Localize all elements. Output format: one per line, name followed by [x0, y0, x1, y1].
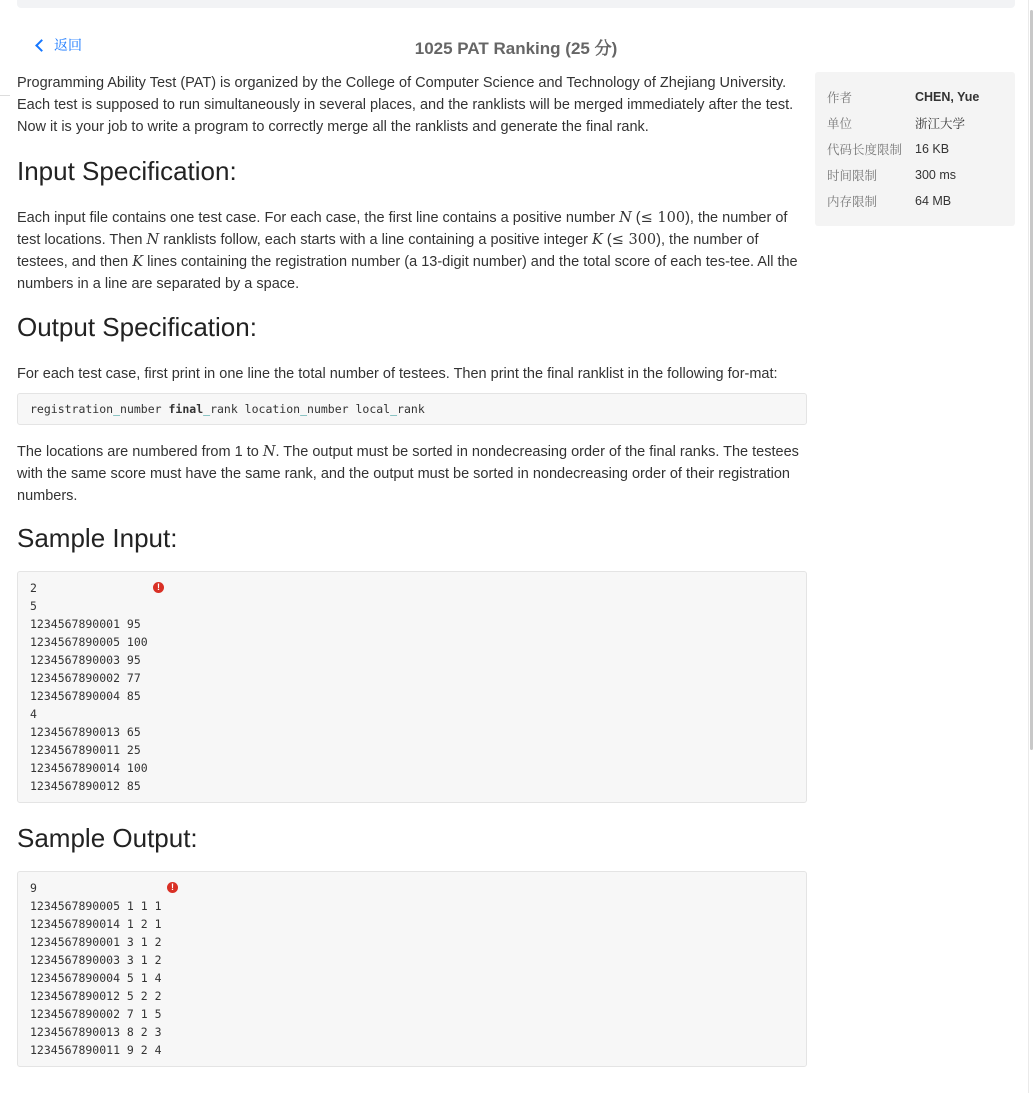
top-bar	[17, 0, 1015, 8]
code-line: 1234567890011 25	[30, 743, 141, 757]
back-label: 返回	[54, 37, 82, 53]
scrollbar-thumb[interactable]	[1030, 10, 1033, 750]
header	[17, 30, 1015, 60]
info-row-code-limit: 代码长度限制 16 KB	[827, 142, 950, 157]
code-line: 1234567890014 1 2 1	[30, 917, 162, 931]
format-code-block: registration_number final_rank location_number local_rank	[17, 393, 807, 425]
code-line: 1234567890013 8 2 3	[30, 1025, 162, 1039]
code-line: 1234567890014 100	[30, 761, 148, 775]
input-spec-text: Each input file contains one test case. For each case, the first line contains a positive number N (≤ 100), the number of test locations. Then N ranklists follow, each starts with a line containing a positive integer K (≤ 300), the number of testees, and then K lines containing the registration number (a 13-digit number) and the total score of each tes-tee. All the numbers in a line are separated by a space.	[17, 210, 798, 292]
info-row-unit: 单位 浙江大学	[827, 110, 1003, 136]
problem-info-panel	[815, 72, 1015, 226]
info-row-author: 作者 CHEN, Yue	[827, 90, 980, 105]
page-title: 1025 PAT Ranking (25 分)	[414, 39, 618, 58]
problem-intro: Programming Ability Test (PAT) is organized by the College of Computer Science and Technology of Zhejiang University. Each test is supposed to run simultaneously in several places, and the ranklists will be merged immediately after the test. Now it is your job to write a program to correctly merge all the ranklists and generate the final rank.	[17, 75, 794, 135]
sample-input-block	[17, 571, 807, 803]
output-spec-heading: Output Specification:	[17, 312, 257, 342]
code-line: 1234567890003 3 1 2	[30, 953, 162, 967]
mem-limit-value: 64 MB	[915, 194, 952, 208]
time-limit-value: 300 ms	[915, 168, 956, 182]
code-line: 1234567890012 5 2 2	[30, 989, 162, 1003]
output-spec-text: For each test case, first print in one line the total number of testees. Then print the final ranklist in the following for-mat:	[17, 366, 778, 382]
code-line: 2	[30, 581, 37, 595]
code-line: 1234567890001 95	[30, 617, 141, 631]
info-row-time-limit: 时间限制 300 ms	[827, 168, 956, 183]
code-line: 5	[30, 599, 37, 613]
error-icon[interactable]: !	[153, 582, 164, 593]
code-line: 1234567890004 85	[30, 689, 141, 703]
input-spec-heading: Input Specification:	[17, 156, 237, 186]
code-line: 1234567890001 3 1 2	[30, 935, 162, 949]
divider	[0, 95, 10, 96]
code-line: 1234567890011 9 2 4	[30, 1043, 162, 1057]
locations-text: The locations are numbered from 1 to N. The output must be sorted in nondecreasing order of the final ranks. The testees with the same score must have the same rank, and the output must be sorted in nondecreasing order of their registration numbers.	[17, 444, 799, 504]
code-line: 1234567890002 7 1 5	[30, 1007, 162, 1021]
code-line: 9	[30, 881, 37, 895]
code-line: 1234567890003 95	[30, 653, 141, 667]
code-line: 1234567890005 100	[30, 635, 148, 649]
scrollbar[interactable]	[1028, 0, 1034, 1093]
code-line: 1234567890012 85	[30, 779, 141, 793]
sample-output-heading: Sample Output:	[17, 823, 198, 853]
unit-value: 浙江大学	[915, 117, 966, 131]
code-line: 1234567890004 5 1 4	[30, 971, 162, 985]
code-line: 1234567890002 77	[30, 671, 141, 685]
error-icon[interactable]: !	[167, 882, 178, 893]
sample-output-block	[17, 871, 807, 1067]
info-row-mem-limit: 内存限制 64 MB	[827, 194, 952, 209]
author-value: CHEN, Yue	[915, 90, 980, 104]
code-line: 4	[30, 707, 37, 721]
sample-input-heading: Sample Input:	[17, 523, 178, 553]
problem-content	[17, 72, 807, 1067]
code-line: 1234567890013 65	[30, 725, 141, 739]
code-line: 1234567890005 1 1 1	[30, 899, 162, 913]
code-limit-value: 16 KB	[915, 142, 950, 156]
